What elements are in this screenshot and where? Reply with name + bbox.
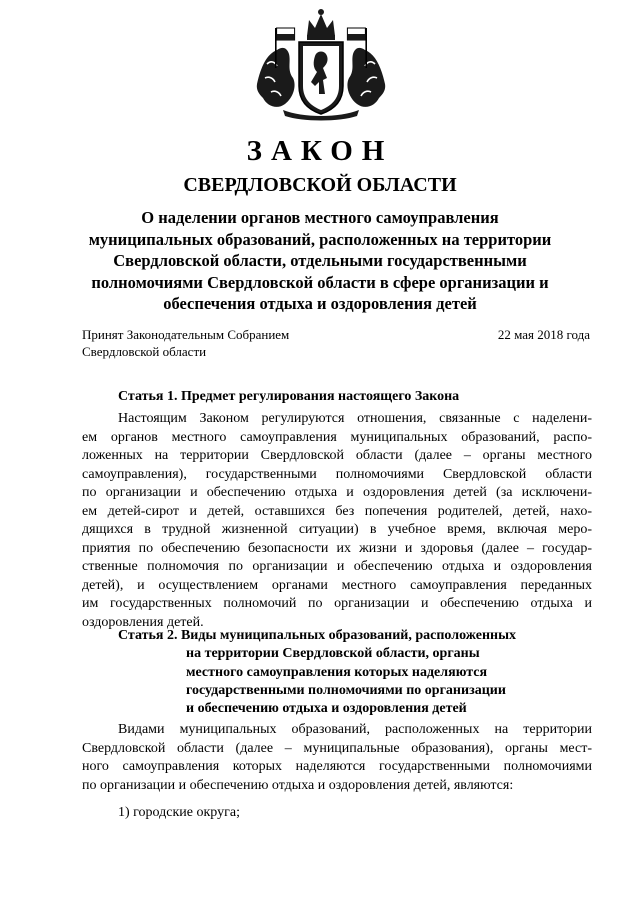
article1-line: детей), и осуществлением органами местного самоуправления переданных — [82, 577, 592, 593]
article1-line: по организации и обеспечению отдыха и оздоровления детей (за исключени- — [82, 485, 592, 500]
law-title-line: Свердловской области, отдельными государственными — [113, 251, 527, 270]
article1-line: приятия по обеспечению безопасности их жизни и здоровья (далее – государ- — [82, 540, 592, 556]
article1-line: самоуправления), государственными полномочиями Свердловской области — [82, 466, 592, 482]
article1-heading: Статья 1. Предмет регулирования настоящего Закона — [118, 389, 460, 404]
document-region: СВЕРДЛОВСКОЙ ОБЛАСТИ — [183, 174, 457, 196]
law-title-line: полномочиями Свердловской области в сфере организации и — [91, 272, 549, 292]
coat-of-arms-emblem — [253, 6, 389, 126]
adopted-by-line: Принят Законодательным Собранием — [82, 327, 290, 342]
adoption-date: 22 мая 2018 года — [497, 327, 590, 342]
article2-heading — [118, 627, 516, 718]
article1-line: оздоровления детей. — [82, 614, 204, 630]
article1-body — [82, 410, 592, 632]
adopted-by-line: Свердловской области — [82, 344, 207, 359]
article2-heading-line: местного самоуправления которых наделяются — [186, 664, 488, 680]
article1-line: ем детей-сирот и детей, оставшихся без попечения родителей, детей, нахо- — [82, 503, 592, 519]
article2-line: ного самоуправления которых наделяются государственными полномочиями — [82, 759, 592, 774]
article2-line: Свердловской области (далее – муниципальные образования), органы мест- — [82, 740, 592, 756]
document-title: ЗАКОН — [246, 135, 394, 167]
adopted-by — [82, 326, 289, 360]
article2-line: по организации и обеспечению отдыха и оздоровления детей, являются: — [82, 777, 514, 793]
article1-line: им государственных полномочий по организации и обеспечению отдыха и — [82, 596, 592, 611]
article1-line: ложенных на территории Свердловской области (далее – органы местного — [82, 448, 592, 463]
law-title — [82, 207, 558, 315]
list-item: 1) городские округа; — [118, 805, 240, 820]
article2-line: Видами муниципальных образований, расположенных на территории — [118, 722, 592, 737]
law-title-line: муниципальных образований, расположенных на территории — [88, 229, 552, 249]
article1-line: Настоящим Законом регулируются отношения, связанные с наделени- — [118, 411, 592, 426]
article1-line: ственные полномочия по организации и обеспечению отдыха и оздоровления — [82, 559, 592, 574]
article2-heading-line: на территории Свердловской области, органы — [186, 646, 480, 662]
article2-heading-line: Статья 2. Виды муниципальных образований, расположенных — [118, 628, 517, 643]
law-title-line: О наделении органов местного самоуправления — [141, 208, 499, 227]
law-title-line: обеспечения отдыха и оздоровления детей — [163, 294, 477, 313]
article1-line: дящихся в трудной жизненной ситуации) в учебное время, включая меро- — [82, 522, 592, 537]
article2-heading-line: государственными полномочиями по организации — [186, 682, 506, 698]
article1-line: ем органов местного самоуправления муниципальных образований, распо- — [82, 429, 592, 445]
article2-body — [82, 721, 592, 795]
article2-heading-line: и обеспечению отдыха и оздоровления детей — [186, 701, 467, 717]
